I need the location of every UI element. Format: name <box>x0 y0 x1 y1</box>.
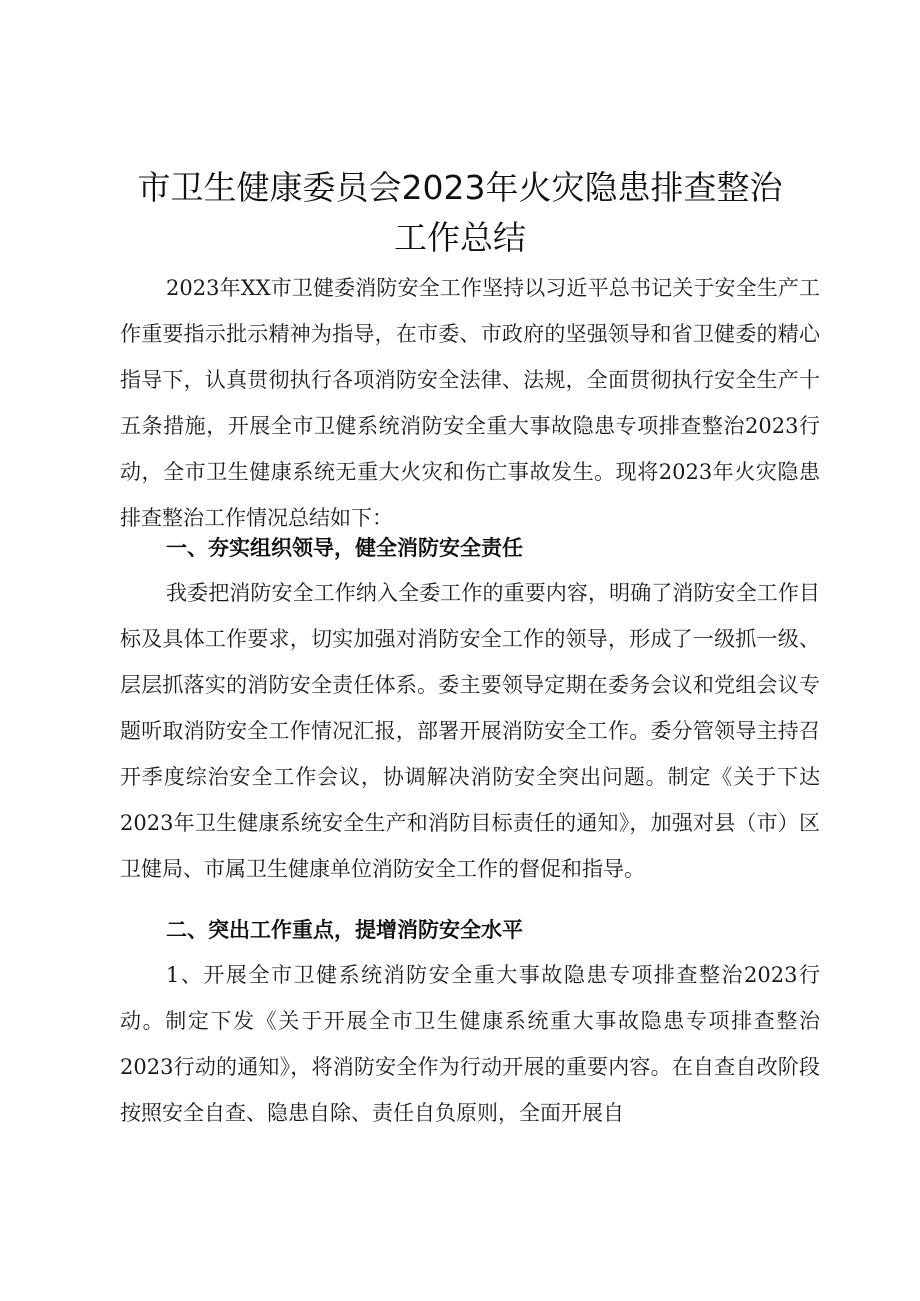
section-2-heading: 二、突出工作重点，提增消防安全水平 <box>166 918 523 942</box>
section-1-heading: 一、夯实组织领导，健全消防安全责任 <box>166 536 523 560</box>
document-title-line-2: 工作总结 <box>394 218 526 257</box>
document-title-line-1: 市卫生健康委员会2023年火灾隐患排查整治 <box>137 168 783 207</box>
section-1-paragraph: 我委把消防安全工作纳入全委工作的重要内容，明确了消防安全工作目标及具体工作要求，切实加强对消防安全工作的领导，形成了一级抓一级、层层抓落实的消防安全责任体系。委主要领导定期在委务会议和党组会议专题听取消防安全工作情况汇报，部署开展消防安全工作。委分管领导主持召开季度综治安全工作会议，协调解决消防安全突出问题。制定《关于下达2023年卫生健康系统安全生产和消防目标责任的通知》，加强对县（市）区卫健局、市属卫生健康单位消防安全工作的督促和指导。 <box>120 581 820 881</box>
section-2-paragraph: 1、开展全市卫健系统消防安全重大事故隐患专项排查整治2023行动。制定下发《关于开展全市卫生健康系统重大事故隐患专项排查整治2023行动的通知》，将消防安全作为行动开展的重要内容。在自查自改阶段按照安全自查、隐患自除、责任自负原则，全面开展自 <box>120 963 820 1125</box>
intro-paragraph: 2023年XX市卫健委消防安全工作坚持以习近平总书记关于安全生产工作重要指示批示精神为指导，在市委、市政府的坚强领导和省卫健委的精心指导下，认真贯彻执行各项消防安全法律、法规，全面贯彻执行安全生产十五条措施，开展全市卫健系统消防安全重大事故隐患专项排查整治2023行动，全市卫生健康系统无重大火灾和伤亡事故发生。现将2023年火灾隐患排查整治工作情况总结如下： <box>120 276 820 530</box>
